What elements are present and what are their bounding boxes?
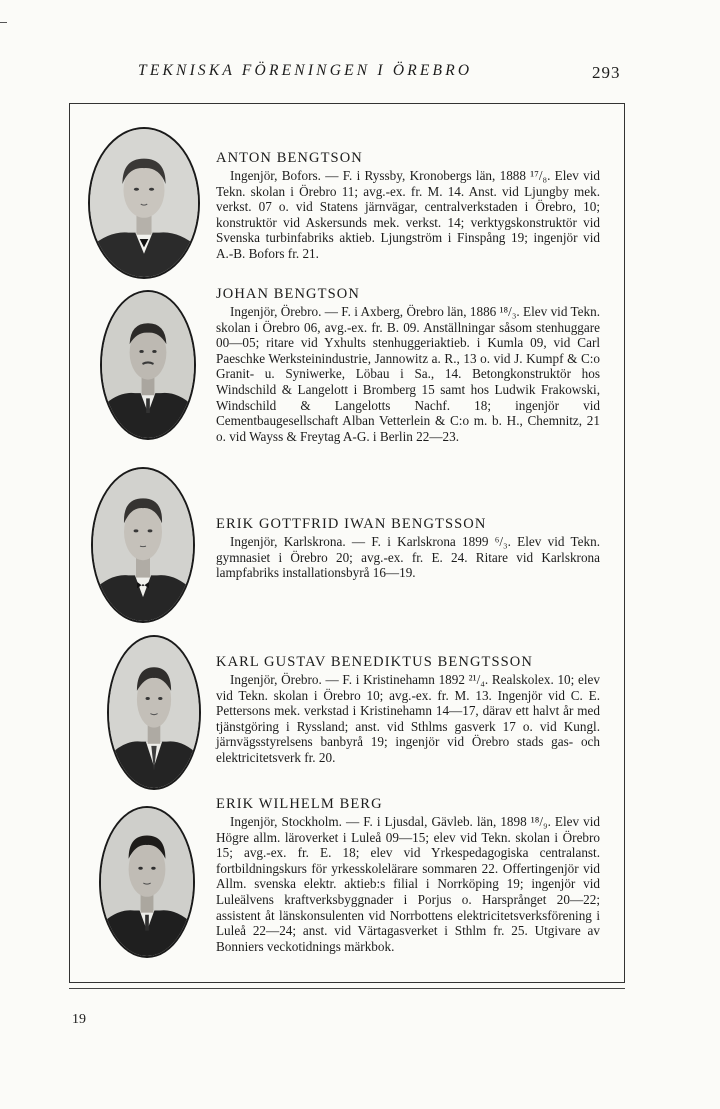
portrait-erik-wilhelm-berg — [99, 806, 195, 958]
entry-erik-wilhelm-berg — [216, 795, 600, 954]
entry-bio: Ingenjör, Örebro. — F. i Axberg, Örebro län, 1886 ¹⁸/₃. Elev vid Tekn. skolan i Örebro 06, avg.-ex. fr. B. 09. Anställningar såsom stenhuggare 00—05; ritare vid Yxhults stenhuggeriaktieb. i Kumla 09, vid Carl Paeschke Werksteinindustrie, Jannowitz a. R., 13 o. vid J. Kumpf & C:o Granit- u. Syniwerke, Löbau i Sa., 14. Betongkonstruktör hos Windschild & Langelott i Bromberg 15 samt hos Ludwik Frakowski, Windschild & Langelotts Nachf. 18; ingenjör vid Cementbaugesellschaft Alban Vetterlein & C:o m. b. H., Chemnitz, 21 o. vid Wayss & Freytag A-G. i Berlin 22—23. — [216, 304, 600, 444]
signature-mark: 19 — [72, 1012, 86, 1027]
entry-anton-bengtson — [216, 149, 600, 262]
entry-bio: Ingenjör, Karlskrona. — F. i Karlskrona 1899 ⁶/₃. Elev vid Tekn. gymnasiet i Örebro 20; avg.-ex. fr. E. 24. Ritare vid Karlskrona lampfabriks installationsbyrå 16—19. — [216, 534, 600, 581]
bottom-rule — [69, 988, 625, 989]
portrait-erik-gottfrid-iwan-bengtsson — [91, 467, 195, 623]
portrait-johan-bengtson — [100, 290, 196, 440]
entry-name: JOHAN BENGTSON — [216, 286, 360, 302]
entry-bio: Ingenjör, Stockholm. — F. i Ljusdal, Gävleb. län, 1898 ¹⁸/₉. Elev vid Högre allm. läroverket i Luleå 09—15; elev vid Tekn. skolan i Örebro 15; avg.-ex. fr. E. 18; elev vid Yrkespedagogiska centralanst. fortbildningskurs för yrkesskolelärare sommaren 22. Offertingenjör vid Allm. svenska elektr. aktieb:s filial i Norrköping 19; ingenjör vid Luleälvens kraftverksbyggnader i Porjus o. Harsprånget 20—22; assistent åt länskonsulenten vid Norrbottens elektricitetsverksförening i Luleå 22—24; anst. vid Värtagasverket i Sthlm fr. 25. Utgivare av Bonniers veckotidnings märkbok. — [216, 814, 600, 954]
portrait-karl-gustav-benediktus-bengtsson — [107, 635, 201, 790]
page-number: 293 — [592, 63, 621, 82]
portrait-anton-bengtson — [88, 127, 200, 279]
entry-name: ERIK WILHELM BERG — [216, 796, 383, 812]
entry-bio: Ingenjör, Örebro. — F. i Kristinehamn 1892 ²¹/₄. Realskolex. 10; elev vid Tekn. skolan i Örebro 10; avg.-ex. fr. M. 13. Ingenjör vid C. E. Pettersons mek. verkstad i Kristinehamn 14—17, därav ett halvt år med tjänstgöring i Ryssland; anst. vid Sthlms gasverk 17 o. vid Kungl. järnvägsstyrelsens banbyrå 19; ingenjör vid Örebro stads gas- och elektricitetsverk fr. 20. — [216, 672, 600, 765]
entry-name: ANTON BENGTSON — [216, 150, 363, 166]
edge-mark — [0, 22, 7, 23]
running-head: TEKNISKA FÖRENINGEN I ÖREBRO — [138, 62, 473, 79]
entry-bio: Ingenjör, Bofors. — F. i Ryssby, Kronobergs län, 1888 ¹⁷/₈. Elev vid Tekn. skolan i Örebro 11; avg.-ex. fr. M. 14. Anst. vid Ljungby mek. verkst. 07 o. vid Statens järnvägar, centralverkstaden i Örebro, 10; konstruktör vid Askersunds mek. verkst. 14; verktygskonstruktör vid Svenska turbinfabriks aktieb. Ljungström i Finspång 19; ingenjör vid A.-B. Bofors fr. 21. — [216, 168, 600, 261]
entry-erik-gottfrid-iwan-bengtsson — [216, 515, 600, 581]
entry-karl-gustav-benediktus-bengtsson — [216, 653, 600, 766]
entry-name: ERIK GOTTFRID IWAN BENGTSSON — [216, 516, 487, 532]
entry-name: KARL GUSTAV BENEDIKTUS BENGTSSON — [216, 654, 533, 670]
entry-johan-bengtson — [216, 285, 600, 444]
